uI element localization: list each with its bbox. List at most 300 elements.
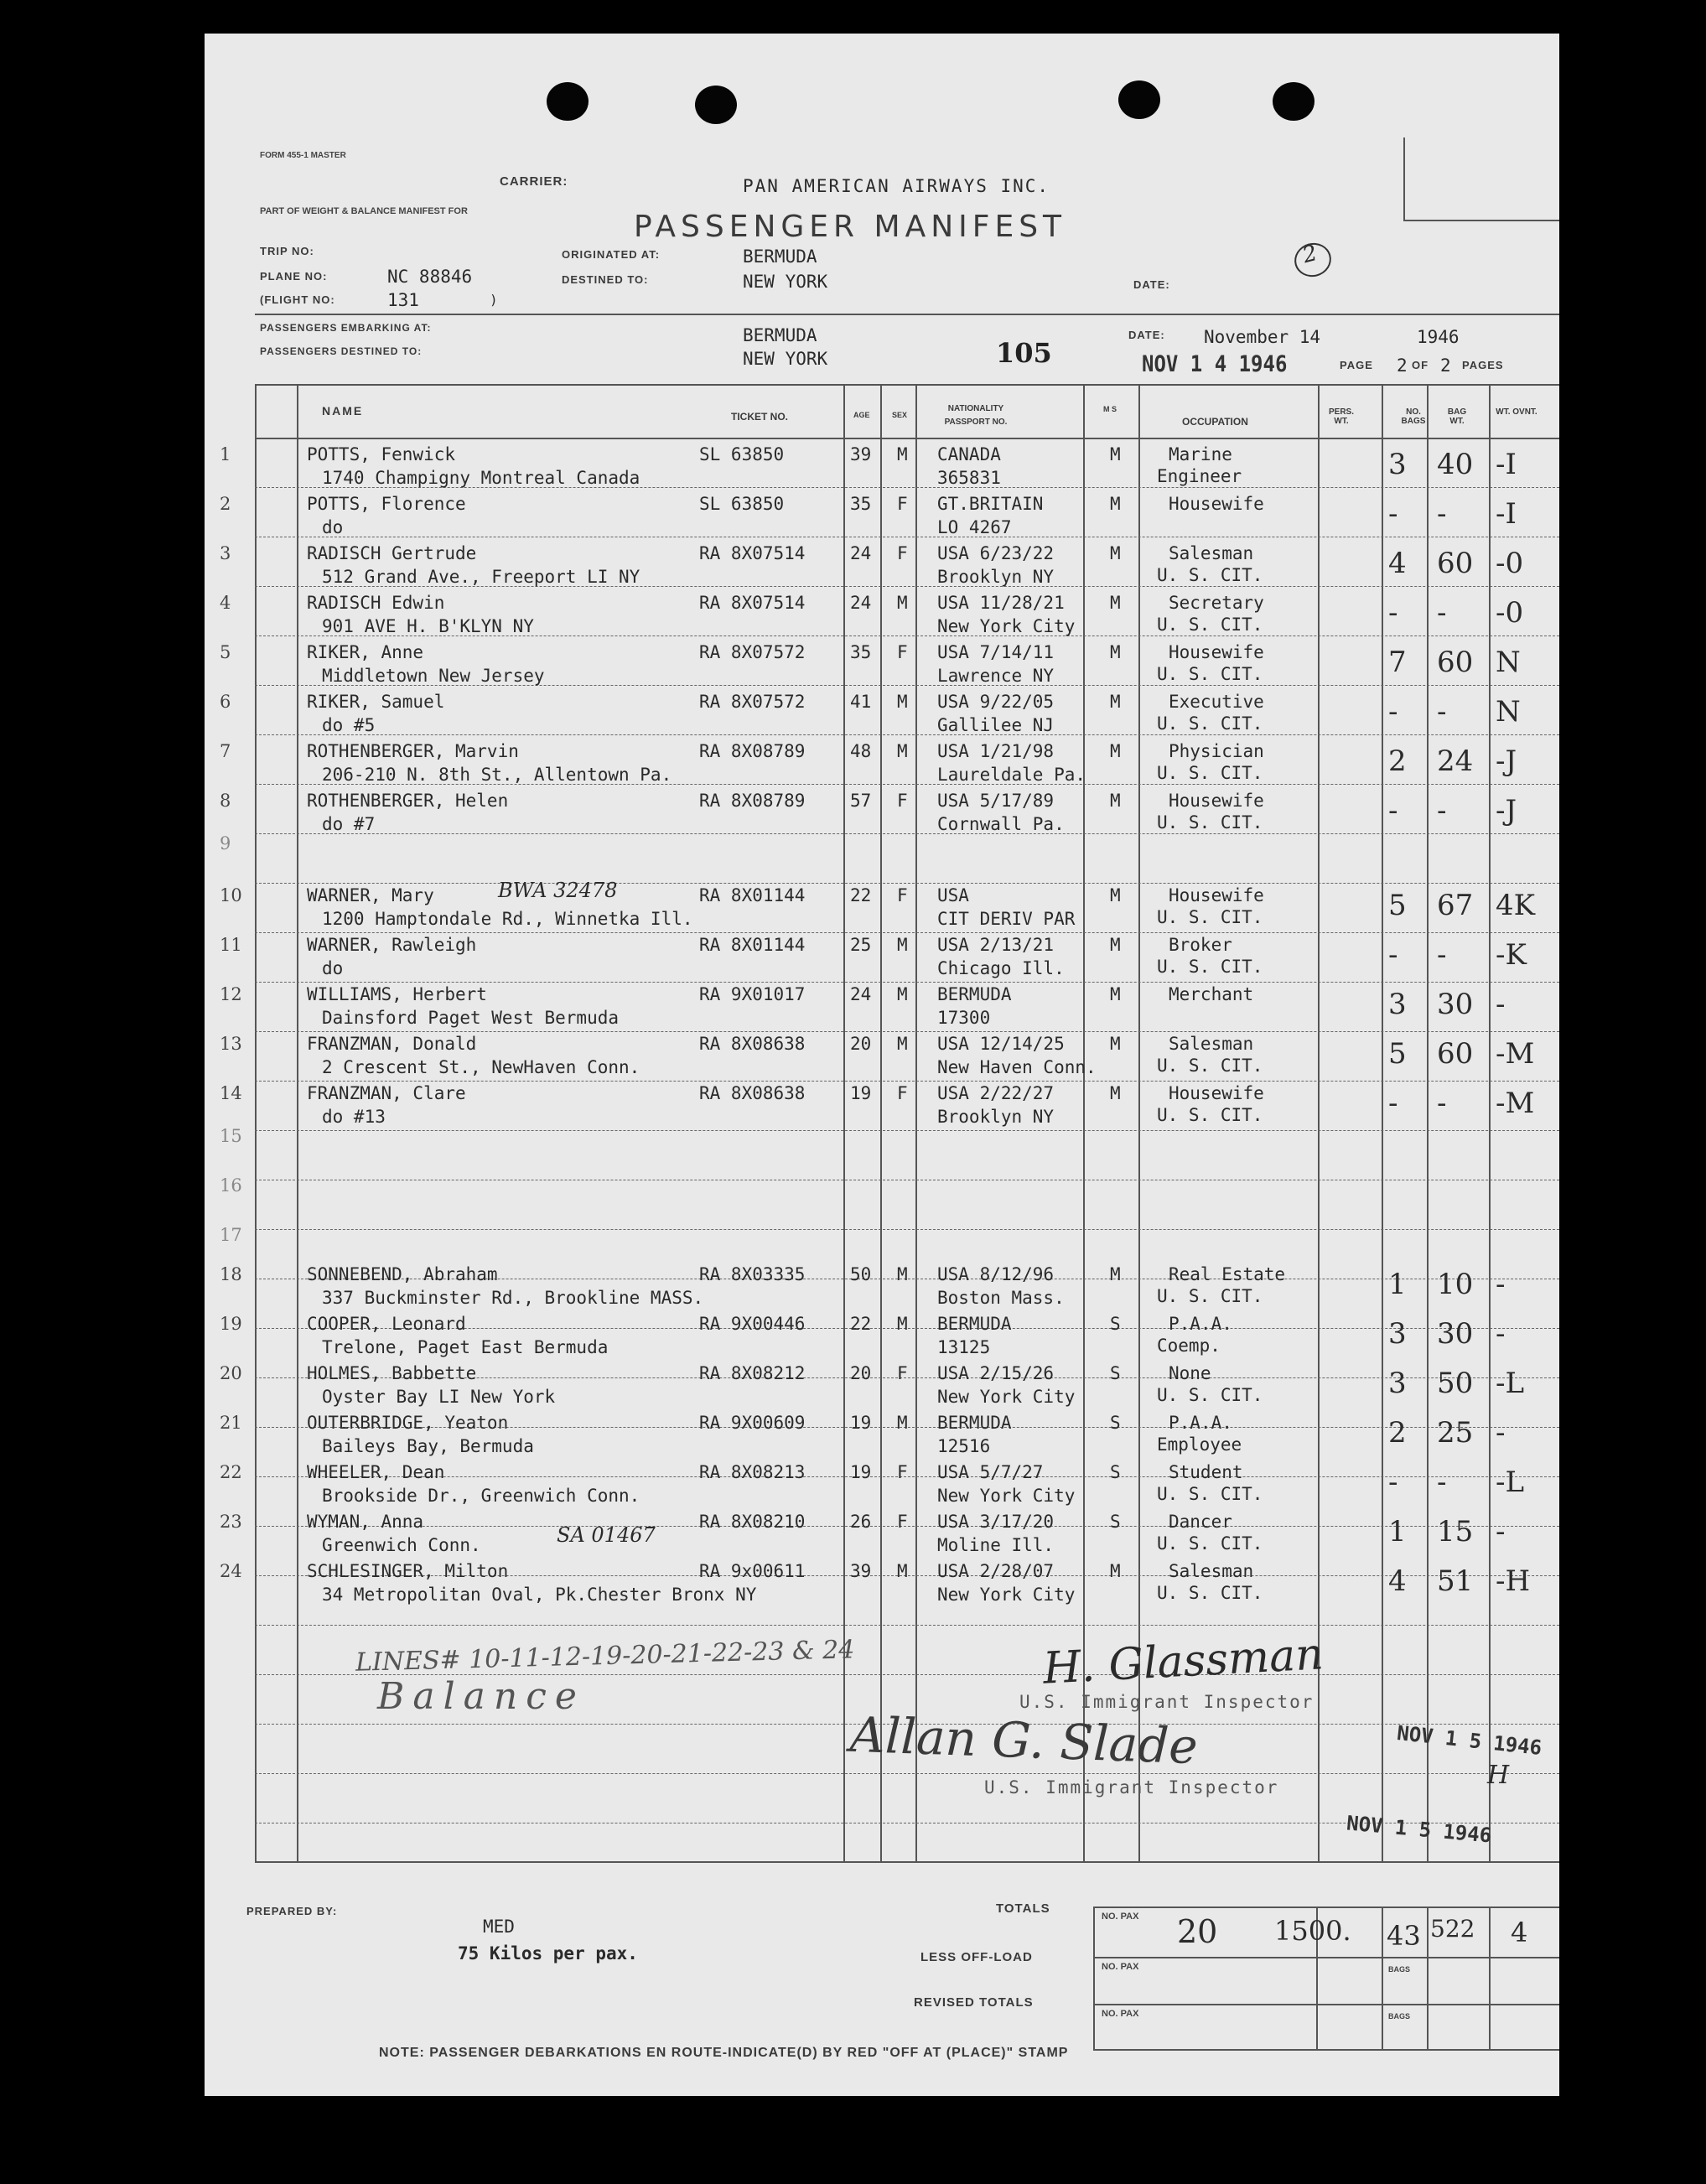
nationality: USA 2/22/27: [937, 1083, 1055, 1103]
bag-weight: 50: [1437, 1367, 1474, 1400]
date-stamp: NOV 1 4 1946: [1142, 350, 1288, 377]
ticket-number: RA 8X08213: [699, 1462, 806, 1482]
passport: New Haven Conn.: [937, 1057, 1097, 1077]
marital-status: S: [1110, 1413, 1121, 1433]
weight-overnight: -K: [1496, 938, 1527, 972]
originated-value: BERMUDA: [743, 246, 817, 267]
carrier-name: PAN AMERICAN AIRWAYS INC.: [743, 176, 1050, 196]
occupation-detail: U. S. CIT.: [1157, 565, 1263, 585]
passport: New York City: [937, 1585, 1076, 1605]
passenger-name: FRANZMAN, Donald: [307, 1034, 477, 1054]
passenger-name: WHEELER, Dean: [307, 1462, 445, 1482]
col-no-bags: NO. BAGS: [1401, 407, 1426, 426]
passport: 17300: [937, 1008, 991, 1028]
sex: F: [897, 1083, 908, 1103]
sex: M: [897, 1264, 908, 1284]
row-line: [255, 1625, 1559, 1626]
bag-weight: -: [1437, 794, 1447, 827]
age: 19: [850, 1413, 872, 1433]
totals-col-line: [1382, 1906, 1383, 2049]
bags-label: BAGS: [1388, 2012, 1411, 2021]
marital-status: M: [1110, 642, 1121, 662]
passenger-name: WARNER, Mary: [307, 885, 434, 905]
row-line: [255, 1130, 1559, 1131]
occupation: P.A.A.: [1169, 1413, 1232, 1433]
passport: Gallilee NJ: [937, 715, 1055, 735]
age: 19: [850, 1462, 872, 1482]
date2-value: November 14: [1204, 327, 1321, 347]
sex: M: [897, 1034, 908, 1054]
bag-count: 5: [1388, 1037, 1407, 1071]
weight-overnight: -I: [1496, 448, 1517, 481]
bag-count: 3: [1388, 448, 1407, 481]
bag-count: -: [1388, 1466, 1398, 1499]
table-top-rule: [255, 384, 1559, 386]
marital-status: M: [1110, 692, 1121, 712]
occupation: Salesman: [1169, 543, 1254, 563]
signature-2: Allan G. Slade: [848, 1705, 1199, 1776]
occupation: Secretary: [1169, 593, 1264, 613]
handwritten-note: BWA 32478: [498, 879, 618, 902]
occupation-detail: U. S. CIT.: [1157, 763, 1263, 783]
col-pers-wt: PERS. WT.: [1328, 407, 1354, 426]
ticket-number: RA 9X00446: [699, 1314, 806, 1334]
nationality: USA 2/28/07: [937, 1561, 1055, 1581]
occupation-detail: U. S. CIT.: [1157, 1533, 1263, 1554]
passenger-name: RIKER, Anne: [307, 642, 424, 662]
embark-value: BERMUDA: [743, 325, 817, 345]
punch-hole: [1118, 80, 1160, 119]
row-line: [255, 833, 1559, 834]
row-line: [255, 982, 1559, 983]
passport: LO 4267: [937, 517, 1012, 537]
weight-overnight: -: [1496, 1515, 1506, 1549]
revised-totals-label: REVISED TOTALS: [914, 1995, 1034, 2010]
row-number: 19: [220, 1314, 242, 1334]
bag-count: 3: [1388, 1317, 1407, 1351]
occupation: Housewife: [1169, 1083, 1264, 1103]
weight-overnight: -M: [1496, 1087, 1535, 1120]
passenger-address: do: [322, 517, 344, 537]
pages-label: PAGES: [1462, 359, 1504, 371]
passport: Chicago Ill.: [937, 958, 1065, 978]
passport: 365831: [937, 468, 1001, 488]
passport: New York City: [937, 1387, 1076, 1407]
sex: F: [897, 543, 908, 563]
ticket-number: RA 8X01144: [699, 935, 806, 955]
passenger-name: SONNEBEND, Abraham: [307, 1264, 498, 1284]
bag-count: -: [1388, 1087, 1398, 1120]
date2-label: DATE:: [1128, 329, 1165, 341]
age: 25: [850, 935, 872, 955]
nationality: USA 3/17/20: [937, 1512, 1055, 1532]
prepared-by: MED: [483, 1917, 515, 1937]
dest-label: PASSENGERS DESTINED TO:: [260, 345, 423, 357]
weight-overnight: N: [1496, 646, 1521, 679]
row-line: [255, 1031, 1559, 1032]
ticket-number: RA 8X01144: [699, 885, 806, 905]
sex: M: [897, 593, 908, 613]
occupation-detail: U. S. CIT.: [1157, 1583, 1263, 1603]
total-pax: 20: [1177, 1913, 1218, 1950]
age: 57: [850, 791, 872, 811]
ticket-number: RA 8X08210: [699, 1512, 806, 1532]
sex: M: [897, 935, 908, 955]
row-number: 10: [220, 885, 242, 905]
marital-status: M: [1110, 444, 1121, 464]
bag-count: 5: [1388, 889, 1407, 922]
occupation: Salesman: [1169, 1561, 1254, 1581]
bag-count: 2: [1388, 744, 1407, 778]
marital-status: M: [1110, 885, 1121, 905]
date-label: DATE:: [1133, 278, 1170, 291]
column-line: [1427, 384, 1429, 1861]
table-header-rule: [255, 438, 1559, 439]
bag-count: -: [1388, 497, 1398, 531]
signature-1: H. Glassman: [1041, 1629, 1325, 1694]
occupation-detail: U. S. CIT.: [1157, 907, 1263, 927]
row-number: 6: [220, 692, 231, 712]
weight-overnight: -0: [1496, 596, 1524, 630]
totals-bottom-rule: [1093, 2049, 1559, 2051]
plane-number: NC 88846: [387, 267, 473, 287]
passenger-name: OUTERBRIDGE, Yeaton: [307, 1413, 509, 1433]
col-sex: SEX: [892, 411, 908, 419]
passport: CIT DERIV PAR: [937, 909, 1076, 929]
circled-mark-text: 2: [1299, 241, 1320, 269]
manifest-sheet: [205, 34, 1559, 2096]
bag-weight: 40: [1437, 448, 1474, 481]
column-line: [255, 384, 257, 1861]
weight-overnight: -M: [1496, 1037, 1535, 1071]
col-name: NAME: [322, 404, 364, 418]
nationality: USA 6/23/22: [937, 543, 1055, 563]
sex: F: [897, 885, 908, 905]
occupation-detail: Coemp.: [1157, 1336, 1221, 1356]
age: 39: [850, 444, 872, 464]
passport: Cornwall Pa.: [937, 814, 1065, 834]
row-line: [255, 932, 1559, 933]
weight-overnight: N: [1496, 695, 1521, 729]
age: 35: [850, 494, 872, 514]
occupation: Student: [1169, 1462, 1243, 1482]
row-line: [255, 734, 1559, 735]
passport: Brooklyn NY: [937, 1107, 1055, 1127]
ticket-number: RA 8X08638: [699, 1083, 806, 1103]
occupation-detail: U. S. CIT.: [1157, 1105, 1263, 1125]
row-number: 2: [220, 494, 231, 514]
nationality: USA 9/22/05: [937, 692, 1055, 712]
dest-value: NEW YORK: [743, 349, 828, 369]
occupation: Physician: [1169, 741, 1264, 761]
passport: Brooklyn NY: [937, 567, 1055, 587]
row-number: 13: [220, 1034, 242, 1054]
nationality: USA 5/17/89: [937, 791, 1055, 811]
ticket-number: RA 9x00611: [699, 1561, 806, 1581]
marital-status: M: [1110, 741, 1121, 761]
part-of-label: PART OF WEIGHT & BALANCE MANIFEST FOR: [260, 206, 468, 216]
ticket-number: RA 8X07572: [699, 692, 806, 712]
bag-count: 3: [1388, 988, 1407, 1021]
row-number: 20: [220, 1363, 242, 1383]
balance-note: Balance: [377, 1675, 585, 1718]
row-number: 7: [220, 741, 231, 761]
marital-status: M: [1110, 935, 1121, 955]
column-line: [1382, 384, 1383, 1861]
weight-overnight: -: [1496, 988, 1506, 1021]
marital-status: M: [1110, 543, 1121, 563]
occupation-detail: U. S. CIT.: [1157, 1286, 1263, 1306]
passport: Moline Ill.: [937, 1535, 1055, 1555]
marital-status: M: [1110, 494, 1121, 514]
marital-status: M: [1110, 593, 1121, 613]
occupation: Housewife: [1169, 494, 1264, 514]
occupation-detail: U. S. CIT.: [1157, 713, 1263, 734]
embark-label: PASSENGERS EMBARKING AT:: [260, 322, 432, 334]
passenger-address: 206-210 N. 8th St., Allentown Pa.: [322, 765, 672, 785]
row-number: 9: [220, 833, 231, 853]
total-ovnt: 4: [1511, 1917, 1528, 1948]
col-wt-ovnt: WT. OVNT.: [1496, 407, 1537, 417]
sex: F: [897, 1363, 908, 1383]
passenger-name: POTTS, Fenwick: [307, 444, 456, 464]
passenger-name: RADISCH Edwin: [307, 593, 445, 613]
bag-count: 4: [1388, 1564, 1407, 1598]
ticket-number: RA 8X08789: [699, 741, 806, 761]
marital-status: S: [1110, 1512, 1121, 1532]
originated-label: ORIGINATED AT:: [562, 248, 661, 261]
bag-weight: 51: [1437, 1564, 1474, 1598]
nationality: USA: [937, 885, 969, 905]
column-line: [1083, 384, 1085, 1861]
row-number: 3: [220, 543, 231, 563]
destined-label: DESTINED TO:: [562, 273, 649, 286]
row-number: 16: [220, 1175, 242, 1196]
occupation: P.A.A.: [1169, 1314, 1232, 1334]
passenger-name: ROTHENBERGER, Marvin: [307, 741, 519, 761]
occupation: Housewife: [1169, 885, 1264, 905]
totals-label: TOTALS: [996, 1901, 1050, 1916]
marital-status: S: [1110, 1462, 1121, 1482]
weight-overnight: -: [1496, 1268, 1506, 1301]
col-nationality: NATIONALITY PASSPORT NO.: [944, 404, 1008, 427]
age: 20: [850, 1363, 872, 1383]
nationality: USA 1/21/98: [937, 741, 1055, 761]
weight-overnight: -: [1496, 1416, 1506, 1450]
passenger-address: 34 Metropolitan Oval, Pk.Chester Bronx NY: [322, 1585, 757, 1605]
nationality: USA 7/14/11: [937, 642, 1055, 662]
occupation: Housewife: [1169, 791, 1264, 811]
row-number: 11: [220, 935, 242, 955]
footer-note: NOTE: PASSENGER DEBARKATIONS EN ROUTE-INDICATE(D) BY RED "OFF AT (PLACE)" STAMP: [379, 2046, 1069, 2060]
occupation-detail: U. S. CIT.: [1157, 1484, 1263, 1504]
year-value: 1946: [1417, 327, 1460, 347]
bag-count: -: [1388, 695, 1398, 729]
sex: F: [897, 1462, 908, 1482]
col-bag-wt: BAG WT.: [1447, 407, 1467, 426]
inspector-initial: H: [1487, 1761, 1510, 1790]
occupation-detail: U. S. CIT.: [1157, 812, 1263, 833]
row-number: 5: [220, 642, 231, 662]
ticket-number: RA 8X08789: [699, 791, 806, 811]
row-number: 14: [220, 1083, 242, 1103]
nationality: USA 5/7/27: [937, 1462, 1044, 1482]
corner-box-line: [1403, 137, 1405, 221]
header-rule: [255, 314, 1559, 315]
col-occupation: OCCUPATION: [1182, 416, 1248, 428]
nationality: CANADA: [937, 444, 1001, 464]
punch-hole: [1273, 82, 1315, 121]
row-line: [255, 1773, 1559, 1774]
lines-note: LINES# 10-11-12-19-20-21-22-23 & 24: [355, 1635, 855, 1678]
passport: 13125: [937, 1337, 991, 1357]
bag-weight: 60: [1437, 547, 1474, 580]
passenger-address: 1740 Champigny Montreal Canada: [322, 468, 640, 488]
column-line: [297, 384, 298, 1861]
bag-count: 4: [1388, 547, 1407, 580]
ticket-number: RA 8X08212: [699, 1363, 806, 1383]
nationality: GT.BRITAIN: [937, 494, 1044, 514]
sex: M: [897, 741, 908, 761]
no-pax-label: NO. PAX: [1102, 1962, 1139, 1972]
punch-hole: [695, 86, 737, 124]
row-number: 15: [220, 1126, 242, 1146]
passenger-address: Brookside Dr., Greenwich Conn.: [322, 1486, 640, 1506]
nationality: BERMUDA: [937, 1314, 1012, 1334]
flight-number: 131: [387, 290, 419, 310]
age: 26: [850, 1512, 872, 1532]
punch-hole: [547, 82, 589, 121]
bag-weight: 24: [1437, 744, 1474, 778]
ticket-number: SL 63850: [699, 494, 785, 514]
nationality: BERMUDA: [937, 1413, 1012, 1433]
passenger-address: 2 Crescent St., NewHaven Conn.: [322, 1057, 640, 1077]
nationality: USA 2/15/26: [937, 1363, 1055, 1383]
passenger-address: Greenwich Conn.: [322, 1535, 481, 1555]
handwritten-note: SA 01467: [557, 1523, 656, 1547]
marital-status: S: [1110, 1314, 1121, 1334]
passenger-name: RADISCH Gertrude: [307, 543, 477, 563]
age: 41: [850, 692, 872, 712]
row-number: 8: [220, 791, 231, 811]
sex: M: [897, 984, 908, 1004]
nationality: USA 11/28/21: [937, 593, 1065, 613]
ticket-number: RA 8X07514: [699, 543, 806, 563]
passenger-address: Middletown New Jersey: [322, 666, 545, 686]
passport: 12516: [937, 1436, 991, 1456]
bag-weight: 30: [1437, 1317, 1474, 1351]
no-pax-label: NO. PAX: [1102, 2009, 1139, 2019]
bag-weight: -: [1437, 596, 1447, 630]
col-ms: M S: [1102, 405, 1117, 413]
bag-weight: 10: [1437, 1268, 1474, 1301]
bag-weight: 67: [1437, 889, 1474, 922]
row-line: [255, 883, 1559, 884]
marital-status: M: [1110, 791, 1121, 811]
passenger-address: Baileys Bay, Bermuda: [322, 1436, 534, 1456]
sex: M: [897, 692, 908, 712]
age: 22: [850, 1314, 872, 1334]
bag-weight: 60: [1437, 1037, 1474, 1071]
nationality: USA 2/13/21: [937, 935, 1055, 955]
passport: Boston Mass.: [937, 1288, 1065, 1308]
bag-weight: 60: [1437, 646, 1474, 679]
occupation: Salesman: [1169, 1034, 1254, 1054]
weight-overnight: -J: [1496, 794, 1517, 827]
plane-label: PLANE NO:: [260, 270, 328, 283]
page-label: PAGE: [1340, 359, 1373, 371]
col-ticket: TICKET NO.: [731, 411, 788, 423]
inspector-label-1: U.S. Immigrant Inspector: [1019, 1692, 1315, 1712]
passenger-name: RIKER, Samuel: [307, 692, 445, 712]
flight-paren: ): [490, 292, 498, 308]
occupation: Executive: [1169, 692, 1264, 712]
row-line: [255, 1081, 1559, 1082]
bag-count: 1: [1388, 1515, 1407, 1549]
corner-box-line: [1403, 220, 1559, 221]
trip-label: TRIP NO:: [260, 245, 314, 257]
passenger-address: 1200 Hamptondale Rd., Winnetka Ill.: [322, 909, 693, 929]
passenger-address: do: [322, 958, 344, 978]
passenger-address: 512 Grand Ave., Freeport LI NY: [322, 567, 640, 587]
bag-count: 3: [1388, 1367, 1407, 1400]
bag-count: 7: [1388, 646, 1407, 679]
marital-status: M: [1110, 1034, 1121, 1054]
age: 24: [850, 984, 872, 1004]
ticket-number: RA 8X03335: [699, 1264, 806, 1284]
passenger-name: ROTHENBERGER, Helen: [307, 791, 509, 811]
bag-weight: 30: [1437, 988, 1474, 1021]
bag-weight: -: [1437, 1466, 1447, 1499]
passenger-name: HOLMES, Babbette: [307, 1363, 477, 1383]
passenger-address: do #7: [322, 814, 376, 834]
bag-weight: 25: [1437, 1416, 1474, 1450]
passenger-address: do #5: [322, 715, 376, 735]
prepared-label: PREPARED BY:: [246, 1905, 338, 1917]
occupation: Housewife: [1169, 642, 1264, 662]
occupation: None: [1169, 1363, 1211, 1383]
row-number: 12: [220, 984, 242, 1004]
weight-overnight: -J: [1496, 744, 1517, 778]
nationality: USA 12/14/25: [937, 1034, 1065, 1054]
passenger-address: Dainsford Paget West Bermuda: [322, 1008, 620, 1028]
marital-status: S: [1110, 1363, 1121, 1383]
nationality: USA 8/12/96: [937, 1264, 1055, 1284]
totals-col-line: [1093, 1906, 1095, 2049]
carrier-label: CARRIER:: [500, 174, 568, 189]
age: 19: [850, 1083, 872, 1103]
nationality: BERMUDA: [937, 984, 1012, 1004]
passenger-name: WILLIAMS, Herbert: [307, 984, 487, 1004]
circled-mark: [1291, 239, 1335, 281]
occupation-detail: U. S. CIT.: [1157, 1385, 1263, 1405]
sex: F: [897, 791, 908, 811]
passenger-name: POTTS, Florence: [307, 494, 466, 514]
occupation-detail: Engineer: [1157, 466, 1242, 486]
bag-count: -: [1388, 596, 1398, 630]
occupation: Real Estate: [1169, 1264, 1286, 1284]
occupation-detail: U. S. CIT.: [1157, 1056, 1263, 1076]
occupation: Marine: [1169, 444, 1232, 464]
row-number: 4: [220, 593, 231, 613]
bag-weight: 15: [1437, 1515, 1474, 1549]
column-line: [880, 384, 882, 1861]
table-bottom-rule: [255, 1861, 1559, 1863]
age: 24: [850, 543, 872, 563]
column-line: [1489, 384, 1491, 1861]
ticket-number: RA 9X00609: [699, 1413, 806, 1433]
less-offload-label: LESS OFF-LOAD: [920, 1950, 1033, 1964]
